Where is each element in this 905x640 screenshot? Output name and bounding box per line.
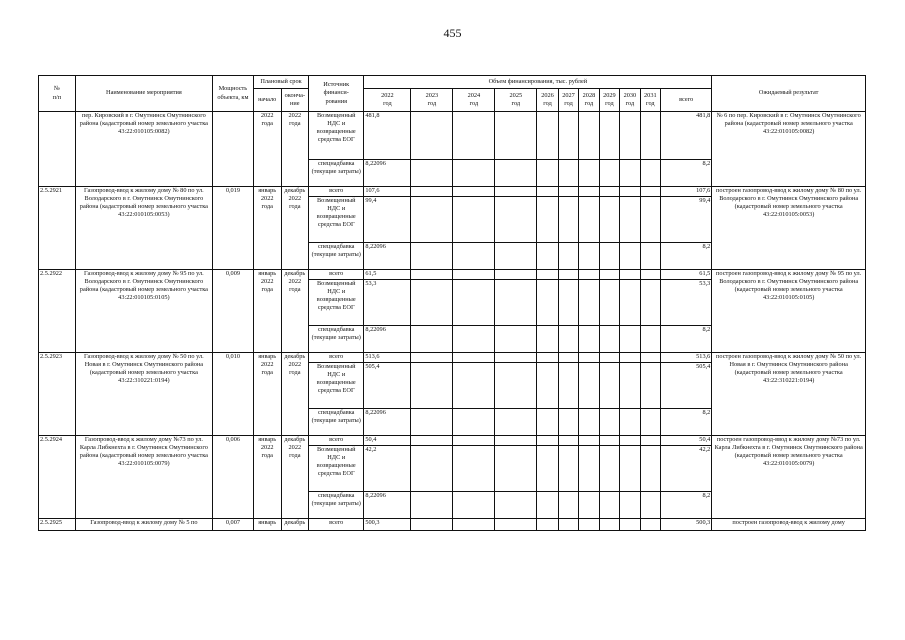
table-row [39,270,866,280]
item-end: декабрь 2022 года [281,270,309,353]
header-year: 2027 год [558,89,578,112]
value-empty [579,353,599,363]
value-empty [411,112,453,160]
value-empty [453,112,495,160]
item-end: декабрь 2022 года [281,436,309,519]
item-capacity: 0,007 [212,519,253,531]
funding-source: Возмещенный НДС и возвращенные средства ЕОГ [309,197,364,243]
item-end: декабрь [281,519,309,531]
funding-source: спецнадбавка (текущие затраты) [309,326,364,353]
item-capacity: 0,009 [212,270,253,353]
value-empty [558,243,578,270]
item-end: декабрь 2022 года [281,187,309,270]
expected-result: построен газопровод-ввод к жилому дому № 95 по ул. Володарского в г. Омутнинск Омутнинского района (кадастровый номер земельного участка 43:22:010105:0105) [712,270,866,353]
value-empty [411,270,453,280]
funding-source: спецнадбавка (текущие затраты) [309,243,364,270]
value-empty [599,409,619,436]
item-capacity: 0,010 [212,353,253,436]
header-volume: Объем финансирования, тыс. рублей [364,76,712,89]
value-empty [579,519,599,531]
value-empty [599,187,619,197]
value-empty [453,353,495,363]
value-empty [579,187,599,197]
expected-result: № 6 по пер. Кировский в г. Омутнинск Омутнинского района (кадастровый номер земельного участка 43:22:010105:0082) [712,112,866,187]
value-empty [453,326,495,353]
item-name: Газопровод-ввод к жилому дому № 80 по ул. Володарского в г. Омутнинск Омутнинского района (кадастровый номер земельного участка 43:22:010105:0053) [75,187,212,270]
value-empty [640,446,660,492]
value-empty [558,492,578,519]
item-capacity: 0,006 [212,436,253,519]
value-empty [411,326,453,353]
value-2022: 42,2 [364,446,411,492]
value-total: 8,2 [661,492,712,519]
value-empty [599,280,619,326]
funding-source: Возмещенный НДС и возвращенные средства ЕОГ [309,112,364,160]
value-empty [579,492,599,519]
funding-source: Возмещенный НДС и возвращенные средства ЕОГ [309,280,364,326]
item-number [39,112,76,187]
value-empty [620,326,640,353]
value-empty [537,187,558,197]
value-empty [495,409,537,436]
value-empty [620,436,640,446]
value-empty [453,436,495,446]
table-row [39,519,866,531]
funding-source: Возмещенный НДС и возвращенные средства ЕОГ [309,363,364,409]
value-empty [537,243,558,270]
value-empty [537,446,558,492]
value-empty [640,353,660,363]
value-empty [411,446,453,492]
table-row [39,353,866,363]
item-start: январь 2022 года [253,353,281,436]
value-empty [411,519,453,531]
value-empty [640,492,660,519]
value-empty [537,112,558,160]
value-empty [495,519,537,531]
funding-source: всего [309,187,364,197]
value-empty [599,160,619,187]
value-empty [537,280,558,326]
header-total: всего [661,89,712,112]
item-end: декабрь 2022 года [281,353,309,436]
value-empty [599,492,619,519]
header-year: 2031 год [640,89,660,112]
value-empty [620,409,640,436]
value-empty [579,363,599,409]
value-total: 8,2 [661,409,712,436]
value-empty [620,112,640,160]
value-empty [537,353,558,363]
value-total: 53,3 [661,280,712,326]
value-empty [579,112,599,160]
value-empty [495,160,537,187]
value-empty [620,187,640,197]
funding-source: спецнадбавка (текущие затраты) [309,492,364,519]
value-empty [558,409,578,436]
value-empty [411,353,453,363]
value-empty [579,326,599,353]
value-empty [599,446,619,492]
header-year: 2022 год [364,89,411,112]
value-empty [640,436,660,446]
value-empty [558,363,578,409]
value-empty [599,197,619,243]
value-2022: 53,3 [364,280,411,326]
value-empty [537,519,558,531]
value-2022: 61,5 [364,270,411,280]
value-empty [537,197,558,243]
value-empty [599,363,619,409]
value-empty [453,160,495,187]
value-empty [558,436,578,446]
value-empty [453,409,495,436]
funding-source: всего [309,436,364,446]
value-empty [453,446,495,492]
funding-source: спецнадбавка (текущие затраты) [309,160,364,187]
value-2022: 50,4 [364,436,411,446]
header-year: 2028 год [579,89,599,112]
value-empty [558,353,578,363]
value-2022: 481,8 [364,112,411,160]
value-empty [579,446,599,492]
item-name: пер. Кировский в г. Омутнинск Омутнинского района (кадастровый номер земельного участка 43:22:010105:0082) [75,112,212,187]
value-empty [620,197,640,243]
value-empty [453,243,495,270]
value-empty [411,243,453,270]
value-empty [495,197,537,243]
header-year: 2024 год [453,89,495,112]
item-name: Газопровод-ввод к жилому дому № 95 по ул. Володарского в г. Омутнинск Омутнинского района (кадастровый номер земельного участка 43:22:010105:0105) [75,270,212,353]
value-empty [620,519,640,531]
item-start: январь 2022 года [253,187,281,270]
value-empty [579,436,599,446]
value-empty [495,363,537,409]
value-empty [579,160,599,187]
value-empty [599,243,619,270]
header-capacity: Мощность объекта, км [212,76,253,112]
funding-source: Возмещенный НДС и возвращенные средства ЕОГ [309,446,364,492]
header-year: 2026 год [537,89,558,112]
value-empty [620,270,640,280]
value-empty [453,280,495,326]
item-start: январь [253,519,281,531]
value-empty [495,326,537,353]
value-total: 481,8 [661,112,712,160]
value-total: 8,2 [661,326,712,353]
value-total: 99,4 [661,197,712,243]
value-empty [558,197,578,243]
value-empty [411,160,453,187]
value-empty [599,436,619,446]
value-total: 50,4 [661,436,712,446]
value-total: 8,2 [661,243,712,270]
value-empty [411,280,453,326]
value-empty [537,326,558,353]
value-empty [620,363,640,409]
value-empty [599,112,619,160]
value-empty [558,270,578,280]
header-result: Ожидаемый результат [712,76,866,112]
header-year: 2025 год [495,89,537,112]
value-empty [537,492,558,519]
value-empty [620,446,640,492]
item-name: Газопровод-ввод к жилому дому №73 по ул. Карла Либкнехта в г. Омутнинск Омутнинского района (кадастровый номер земельного участка 43:22:010105:0079) [75,436,212,519]
value-empty [411,187,453,197]
funding-source: всего [309,270,364,280]
value-empty [537,436,558,446]
value-empty [495,243,537,270]
value-empty [453,492,495,519]
value-2022: 8,22096 [364,326,411,353]
value-2022: 505,4 [364,363,411,409]
header-term: Плановый срок [253,76,308,89]
value-empty [640,187,660,197]
table-row [39,187,866,197]
value-empty [579,243,599,270]
value-empty [411,409,453,436]
value-empty [640,280,660,326]
value-empty [640,270,660,280]
value-empty [558,112,578,160]
value-empty [495,187,537,197]
value-empty [453,519,495,531]
page-number: 455 [443,26,462,40]
item-start: январь 2022 года [253,270,281,353]
value-empty [558,280,578,326]
header-start: начало [253,89,281,112]
value-2022: 8,22096 [364,409,411,436]
value-2022: 500,3 [364,519,411,531]
value-empty [599,326,619,353]
value-empty [599,519,619,531]
header-name: Наименование мероприятия [75,76,212,112]
value-empty [453,270,495,280]
value-empty [620,353,640,363]
item-number: 2.5.2923 [39,353,76,436]
value-empty [495,353,537,363]
value-empty [411,492,453,519]
value-empty [558,160,578,187]
value-empty [640,363,660,409]
value-empty [453,363,495,409]
value-empty [579,197,599,243]
value-empty [411,197,453,243]
header-year: 2029 год [599,89,619,112]
value-empty [620,492,640,519]
funding-source: спецнадбавка (текущие затраты) [309,409,364,436]
value-empty [495,280,537,326]
value-empty [495,270,537,280]
expected-result: построен газопровод-ввод к жилому дому [712,519,866,531]
financing-table [38,75,866,531]
value-2022: 513,6 [364,353,411,363]
value-empty [620,280,640,326]
item-capacity [212,112,253,187]
value-empty [579,409,599,436]
value-empty [640,243,660,270]
header-year: 2023 год [411,89,453,112]
value-empty [495,446,537,492]
value-empty [640,112,660,160]
value-empty [537,409,558,436]
value-empty [495,492,537,519]
expected-result: построен газопровод-ввод к жилому дому №73 по ул. Карла Либкнехта в г. Омутнинск Омутнинского района (кадастровый номер земельного участка 43:22:010105:0079) [712,436,866,519]
value-empty [599,270,619,280]
value-empty [558,519,578,531]
value-empty [640,160,660,187]
value-empty [411,436,453,446]
item-number: 2.5.2922 [39,270,76,353]
value-2022: 8,22096 [364,243,411,270]
header-num: № п/п [39,76,76,112]
item-capacity: 0,019 [212,187,253,270]
value-empty [579,280,599,326]
value-empty [640,197,660,243]
item-start: январь 2022 года [253,436,281,519]
item-start: 2022 года [253,112,281,187]
value-total: 500,3 [661,519,712,531]
value-empty [453,197,495,243]
value-2022: 8,22096 [364,160,411,187]
table-row [39,112,866,160]
header-source: Источник финанси- рования [309,76,364,112]
expected-result: построен газопровод-ввод к жилому дому № 50 по ул. Новая в г. Омутнинск Омутнинского района (кадастровый номер земельного участка 43:22:310221:0194) [712,353,866,436]
item-name: Газопровод-ввод к жилому дому № 50 по ул. Новая в г. Омутнинск Омутнинского района (кадастровый номер земельного участка 43:22:310221:0194) [75,353,212,436]
value-empty [558,446,578,492]
value-empty [558,326,578,353]
item-name: Газопровод-ввод к жилому дому № 5 по [75,519,212,531]
item-number: 2.5.2924 [39,436,76,519]
value-empty [411,363,453,409]
table-body [39,112,866,531]
value-empty [640,409,660,436]
funding-source: всего [309,519,364,531]
value-total: 61,5 [661,270,712,280]
value-2022: 107,6 [364,187,411,197]
value-empty [453,187,495,197]
value-empty [640,519,660,531]
header-end: оконча- ние [281,89,309,112]
value-2022: 99,4 [364,197,411,243]
value-total: 42,2 [661,446,712,492]
value-empty [620,243,640,270]
value-2022: 8,22096 [364,492,411,519]
value-empty [579,270,599,280]
item-number: 2.5.2925 [39,519,76,531]
value-total: 505,4 [661,363,712,409]
item-number: 2.5.2921 [39,187,76,270]
value-empty [537,160,558,187]
value-empty [495,112,537,160]
header-year: 2030 год [620,89,640,112]
value-empty [537,270,558,280]
expected-result: построен газопровод-ввод к жилому дому № 80 по ул. Володарского в г. Омутнинск Омутнинского района (кадастровый номер земельного участка 43:22:010105:0053) [712,187,866,270]
value-total: 8,2 [661,160,712,187]
funding-source: всего [309,353,364,363]
value-total: 513,6 [661,353,712,363]
value-total: 107,6 [661,187,712,197]
item-end: 2022 года [281,112,309,187]
value-empty [640,326,660,353]
value-empty [537,363,558,409]
table-row [39,436,866,446]
value-empty [599,353,619,363]
value-empty [495,436,537,446]
value-empty [620,160,640,187]
value-empty [558,187,578,197]
